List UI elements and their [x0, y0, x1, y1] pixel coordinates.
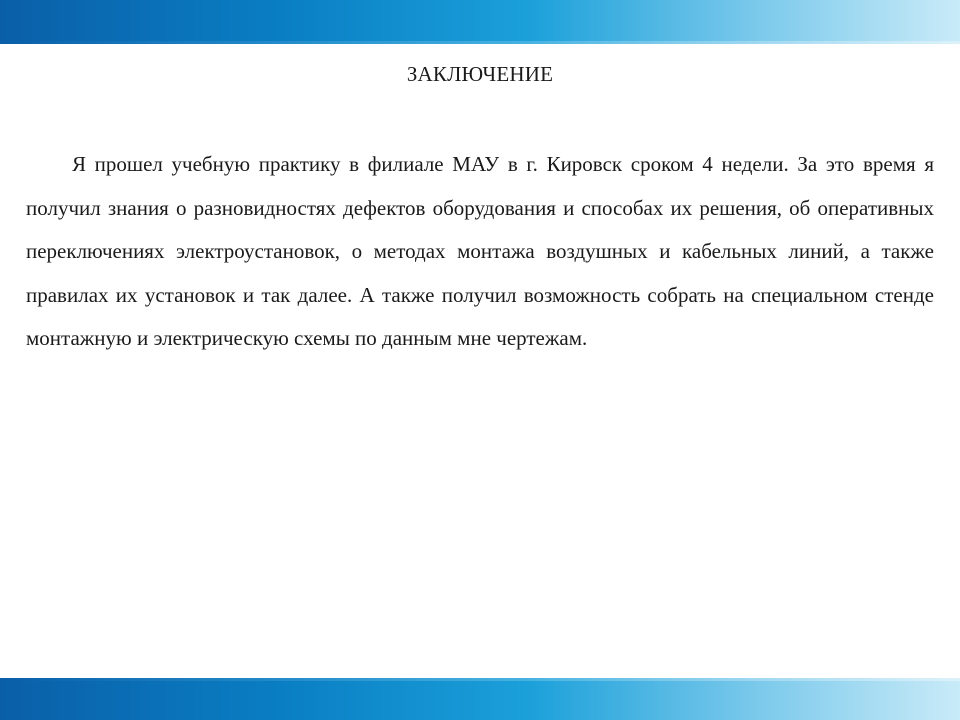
- slide-title: ЗАКЛЮЧЕНИЕ: [406, 62, 554, 86]
- conclusion-paragraph: Я прошел учебную практику в филиале МАУ в г. Кировск сроком 4 недели. За это время я получил знания о разновидностях дефектов оборудования и способах их решения, об оперативных переключениях электроустановок, о методах монтажа воздушных и кабельных линий, а также правилах их установок и так далее. А также получил возможность собрать на специальном стенде монтажную и электрическую схемы по данным мне чертежам.: [26, 152, 934, 350]
- bottom-decorative-band: [0, 678, 960, 720]
- top-decorative-band: [0, 0, 960, 44]
